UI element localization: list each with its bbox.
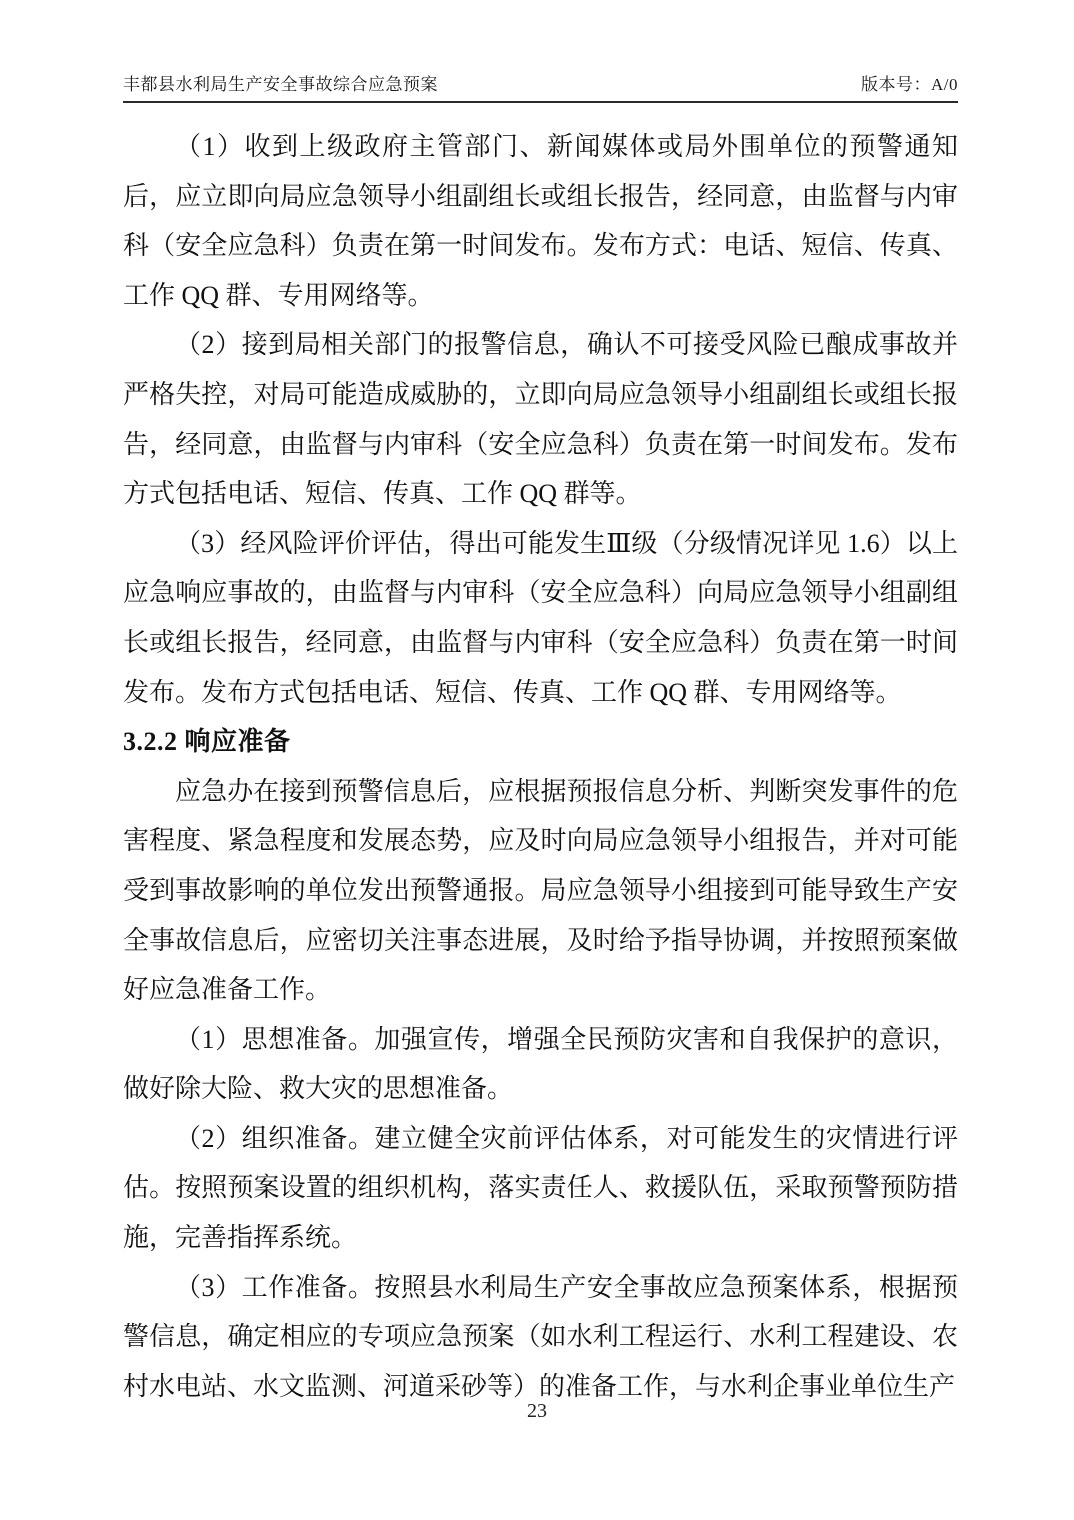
paragraph: 应急办在接到预警信息后，应根据预报信息分析、判断突发事件的危害程度、紧急程度和发展态势，应及时向局应急领导小组报告，并对可能受到事故影响的单位发出预警通报。局应急领导小组接到可能导致生产安全事故信息后，应密切关注事态进展，及时给予指导协调，并按照预案做好应急准备工作。 [123,776,958,1005]
paragraph: （1）思想准备。加强宣传，增强全民预防灾害和自我保护的意识，做好除大险、救大灾的思想准备。 [123,1024,958,1104]
page-footer [0,1400,1074,1423]
paragraph: （3）经风险评价评估，得出可能发生Ⅲ级（分级情况详见 1.6）以上应急响应事故的，由监督与内审科（安全应急科）向局应急领导小组副组长或组长报告，经同意，由监督与内审科（安全应急科）负责在第一时间发布。发布方式包括电话、短信、传真、工作 QQ 群、专用网络等。 [123,528,958,707]
page-header [123,70,958,103]
page-number: 23 [527,1400,547,1422]
section-heading: 3.2.2 响应准备 [123,727,291,757]
paragraph: （2）接到局相关部门的报警信息，确认不可接受风险已酿成事故并严格失控，对局可能造成威胁的，立即向局应急领导小组副组长或组长报告，经同意，由监督与内审科（安全应急科）负责在第一时间发布。发布方式包括电话、短信、传真、工作 QQ 群等。 [123,330,958,509]
paragraph: （1）收到上级政府主管部门、新闻媒体或局外围单位的预警通知后，应立即向局应急领导小组副组长或组长报告，经同意，由监督与内审科（安全应急科）负责在第一时间发布。发布方式：电话、短信、传真、工作 QQ 群、专用网络等。 [123,132,958,310]
paragraph: （2）组织准备。建立健全灾前评估体系，对可能发生的灾情进行评估。按照预案设置的组织机构，落实责任人、救援队伍，采取预警预防措施，完善指挥系统。 [123,1123,958,1253]
header-version-label: 版本号：A/0 [861,75,958,94]
paragraph: （3）工作准备。按照县水利局生产安全事故应急预案体系，根据预警信息，确定相应的专项应急预案（如水利工程运行、水利工程建设、农村水电站、水文监测、河道采砂等）的准备工作，与水利企事业单位生产 [123,1272,958,1401]
header-document-title: 丰都县水利局生产安全事故综合应急预案 [123,75,438,94]
document-body [123,122,958,1411]
